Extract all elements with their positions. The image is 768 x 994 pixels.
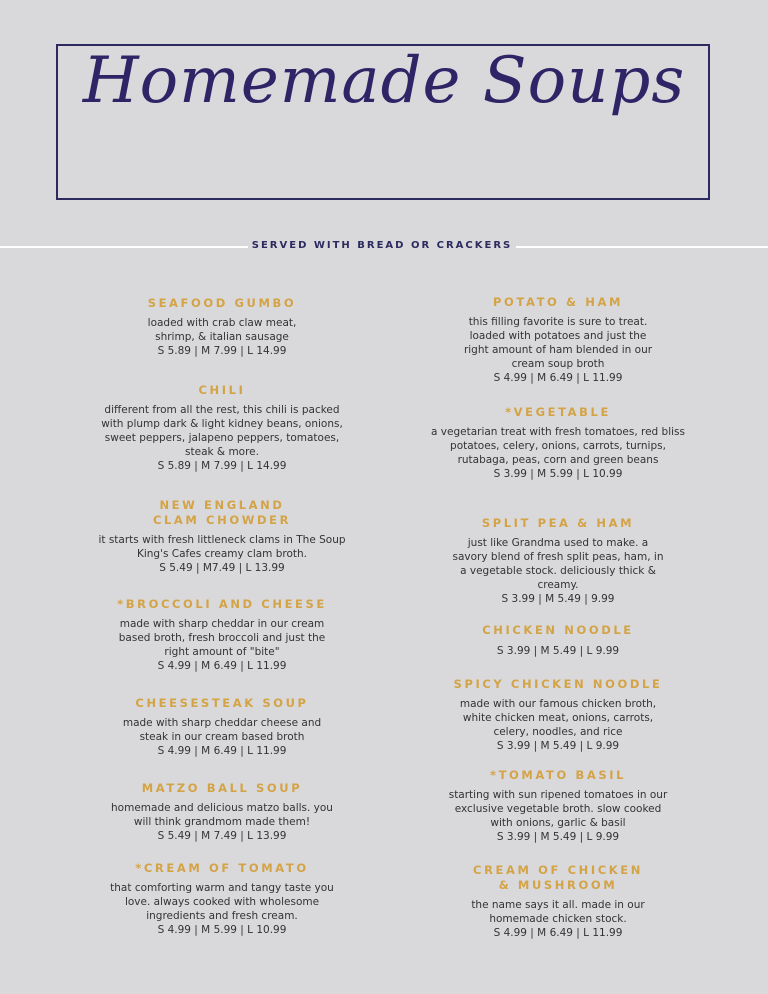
item-description: homemade and delicious matzo balls. you will think grandmom made them! — [111, 802, 333, 828]
item-description: it starts with fresh littleneck clams in The Soup King's Cafes creamy clam broth. — [98, 534, 346, 560]
item-description: the name says it all. made in our homemade chicken stock. — [471, 899, 645, 925]
item-price: S 4.99 | M 6.49 | L 11.99 — [157, 660, 287, 672]
item-name: CHILI — [198, 383, 246, 397]
item-description: that comforting warm and tangy taste you love. always cooked with wholesome ingredients and fresh cream. — [110, 882, 334, 922]
item-name: *TOMATO BASIL — [489, 768, 627, 782]
item-price: S 4.99 | M 6.49 | L 11.99 — [493, 372, 623, 384]
item-name: POTATO & HAM — [493, 295, 623, 309]
menu-item — [430, 863, 686, 940]
divider-right — [516, 246, 768, 248]
item-price: S 3.99 | M 5.99 | L 10.99 — [493, 468, 623, 480]
menu-item — [90, 498, 354, 575]
menu-item — [430, 768, 686, 844]
item-name: CREAM OF CHICKEN & MUSHROOM — [473, 863, 643, 892]
item-price: S 3.99 | M 5.49 | L 9.99 — [496, 740, 620, 752]
item-price: S 3.99 | M 5.49 | L 9.99 — [496, 645, 620, 657]
menu-item — [90, 861, 354, 937]
item-description: starting with sun ripened tomatoes in our exclusive vegetable broth. slow cooked with onions, garlic & basil — [448, 789, 668, 829]
menu-item — [430, 516, 686, 606]
menu-item — [90, 696, 354, 758]
item-description: loaded with crab claw meat, shrimp, & italian sausage — [147, 317, 297, 343]
divider-left — [0, 246, 248, 248]
item-price: S 5.89 | M 7.99 | L 14.99 — [157, 345, 287, 357]
item-price: S 3.99 | M 5.49 | 9.99 — [501, 593, 615, 605]
menu-item — [430, 295, 686, 385]
menu-item — [90, 296, 354, 358]
page-title: Homemade Soups — [82, 44, 686, 118]
item-name: MATZO BALL SOUP — [141, 781, 303, 795]
item-name: CHEESESTEAK SOUP — [135, 696, 309, 710]
item-description: made with sharp cheddar cheese and steak in our cream based broth — [122, 717, 322, 743]
item-name: SPLIT PEA & HAM — [481, 516, 635, 530]
item-name: SEAFOOD GUMBO — [147, 296, 297, 310]
item-description: different from all the rest, this chili is packed with plump dark & light kidney beans, onions, sweet peppers, jalapeno peppers, tomatoes, steak & more. — [101, 404, 343, 458]
menu-item — [430, 405, 686, 481]
item-price: S 4.99 | M 5.99 | L 10.99 — [157, 924, 287, 936]
item-description: made with our famous chicken broth, white chicken meat, onions, carrots, celery, noodles, and rice — [459, 698, 657, 738]
subtitle: SERVED WITH BREAD OR CRACKERS — [251, 240, 513, 251]
item-description: made with sharp cheddar in our cream based broth, fresh broccoli and just the right amount of "bite" — [118, 618, 326, 658]
item-price: S 4.99 | M 6.49 | L 11.99 — [493, 927, 623, 939]
item-price: S 5.49 | M 7.49 | L 13.99 — [157, 830, 287, 842]
item-name: CHICKEN NOODLE — [482, 623, 634, 637]
item-name: NEW ENGLAND CLAM CHOWDER — [152, 498, 292, 527]
item-price: S 3.99 | M 5.49 | L 9.99 — [496, 831, 620, 843]
menu-item — [90, 597, 354, 673]
item-description: this filling favorite is sure to treat. loaded with potatoes and just the right amount of ham blended in our cream soup broth — [463, 316, 653, 370]
item-name: *CREAM OF TOMATO — [135, 861, 309, 875]
item-price: S 4.99 | M 6.49 | L 11.99 — [157, 745, 287, 757]
item-price: S 5.89 | M 7.99 | L 14.99 — [157, 460, 287, 472]
item-name: SPICY CHICKEN NOODLE — [453, 677, 663, 691]
item-price: S 5.49 | M7.49 | L 13.99 — [159, 562, 285, 574]
menu-item — [430, 623, 686, 658]
item-description: just like Grandma used to make. a savory blend of fresh split peas, ham, in a vegetable stock. deliciously thick & creamy. — [452, 537, 664, 591]
item-name: *BROCCOLI AND CHEESE — [117, 597, 327, 611]
menu-item — [90, 383, 354, 473]
menu-item — [430, 677, 686, 753]
menu-item — [90, 781, 354, 843]
item-description: a vegetarian treat with fresh tomatoes, red bliss potatoes, celery, onions, carrots, turnips, rutabaga, peas, corn and green beans — [431, 426, 685, 466]
item-name: *VEGETABLE — [505, 405, 611, 419]
